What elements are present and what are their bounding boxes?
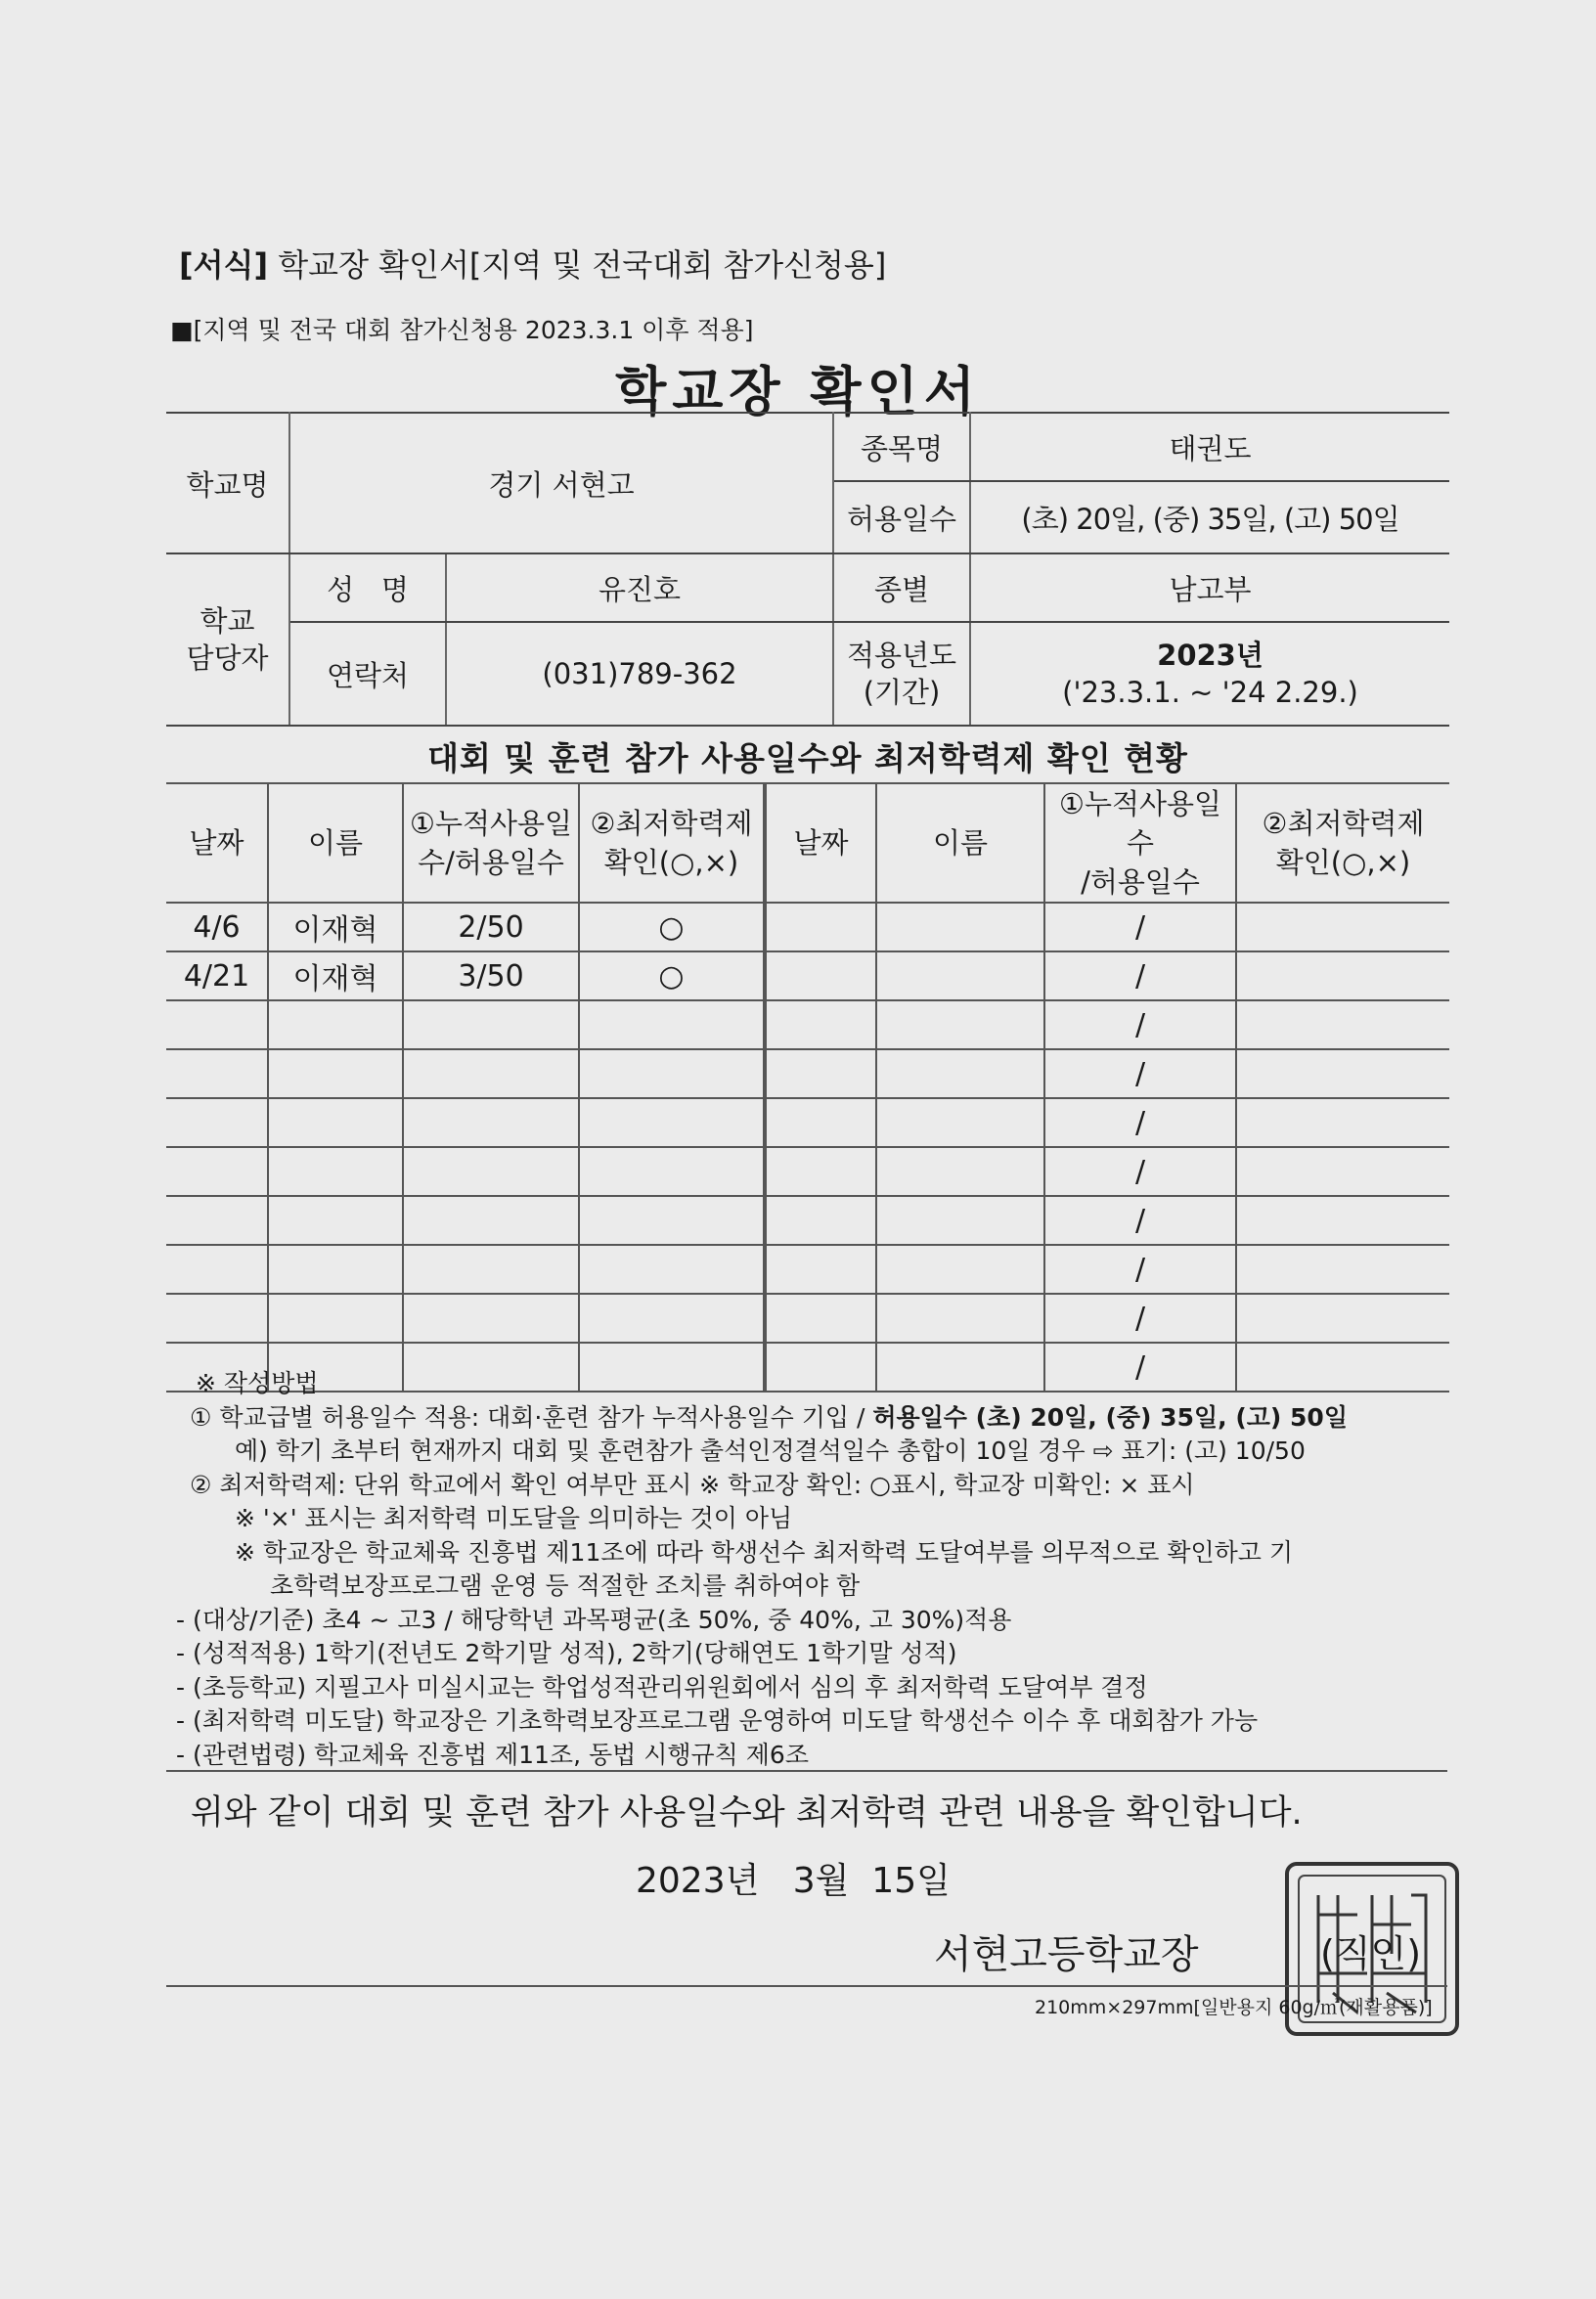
cell-name-2 (876, 1294, 1044, 1343)
participation-log-table (166, 782, 1449, 1393)
cell-cumulative (403, 1294, 579, 1343)
cell-check-2 (1236, 1245, 1449, 1294)
table-row (166, 1000, 1449, 1049)
cell-cumulative-2: / (1044, 1049, 1236, 1098)
cell-date-2 (765, 1098, 876, 1147)
cell-date-2 (765, 951, 876, 1000)
status-title: 대회 및 훈련 참가 사용일수와 최저학력제 확인 현황 (427, 739, 1188, 777)
seal-mark: (직인) (1320, 1932, 1422, 1975)
cell-cumulative-2: / (1044, 903, 1236, 951)
cell-cumulative: 2/50 (403, 903, 579, 951)
cell-cumulative-2: / (1044, 1147, 1236, 1196)
table-row (166, 1196, 1449, 1245)
cell-check: ○ (579, 951, 765, 1000)
cell-name-2 (876, 1000, 1044, 1049)
cell-cumulative-2: / (1044, 1196, 1236, 1245)
note-item-1-bold: 허용일수 (초) 20일, (중) 35일, (고) 50일 (872, 1402, 1348, 1432)
table-row (166, 951, 1449, 1000)
divider-top (166, 1770, 1447, 1772)
cell-cumulative (403, 1147, 579, 1196)
form-label-bracket: [서식] (179, 246, 269, 284)
paper-spec: 210mm×297mm[일반용지 60g/㎡(재활용품)] (1035, 1997, 1433, 2018)
form-label (179, 241, 886, 286)
cell-check-2 (1236, 903, 1449, 951)
divider-bottom (166, 1985, 1447, 1987)
cell-check (579, 1147, 765, 1196)
cell-cumulative-2: / (1044, 1000, 1236, 1049)
cell-cumulative: 3/50 (403, 951, 579, 1000)
cell-name (268, 1098, 403, 1147)
col-check: ②최저학력제 확인(○,×) (579, 783, 765, 903)
cell-cumulative (403, 1245, 579, 1294)
name-label: 성 명 (289, 553, 446, 622)
cell-cumulative-2: / (1044, 1098, 1236, 1147)
period-range: ('23.3.1. ~ '24 2.29.) (1062, 676, 1358, 709)
cell-check (579, 1098, 765, 1147)
cell-check-2 (1236, 1049, 1449, 1098)
log-header-row (166, 783, 1449, 903)
cell-date (166, 1196, 268, 1245)
cell-date-2 (765, 1245, 876, 1294)
division-value: 남고부 (970, 553, 1449, 622)
cell-name-2 (876, 1147, 1044, 1196)
school-info-table (166, 412, 1449, 727)
school-label: 학교명 (166, 413, 289, 553)
cell-check: ○ (579, 903, 765, 951)
table-row (166, 1147, 1449, 1196)
note-item-2-note-2a: ※ 학교장은 학교체육 진흥법 제11조에 따라 학생선수 최저학력 도달여부를 의무적으로 확인하고 기 (235, 1537, 1294, 1567)
period-value (970, 622, 1449, 726)
cell-date-2 (765, 1049, 876, 1098)
note-bullet-3: - (초등학교) 지필고사 미실시교는 학업성적관리위원회에서 심의 후 최저학력 도달여부 결정 (176, 1672, 1148, 1702)
cell-cumulative-2: / (1044, 1294, 1236, 1343)
cell-cumulative (403, 1049, 579, 1098)
note-bullet-1: - (대상/기준) 초4 ~ 고3 / 해당학년 과목평균(초 50%, 중 40%, 고 30%)적용 (176, 1605, 1012, 1634)
allowed-days-value: (초) 20일, (중) 35일, (고) 50일 (970, 481, 1449, 553)
table-row (166, 1294, 1449, 1343)
cell-name (268, 1049, 403, 1098)
issue-date: 2023년 3월 15일 (636, 1861, 951, 1901)
cell-name-2 (876, 1196, 1044, 1245)
note-item-2-note-2b: 초학력보장프로그램 운영 등 적절한 조치를 취하여야 함 (270, 1571, 861, 1600)
confirm-text: 위와 같이 대회 및 훈련 참가 사용일수와 최저학력 관련 내용을 확인합니다. (191, 1793, 1303, 1833)
col-name-2: 이름 (876, 783, 1044, 903)
cell-cumulative-2: / (1044, 1343, 1236, 1392)
cell-cumulative (403, 1000, 579, 1049)
cell-date (166, 1294, 268, 1343)
page-title: 학교장 확인서 (615, 361, 981, 422)
cell-check-2 (1236, 1098, 1449, 1147)
cell-check-2 (1236, 1000, 1449, 1049)
note-item-1 (190, 1401, 1447, 1436)
cell-check (579, 1245, 765, 1294)
principal-name: 서현고등학교장 (934, 1932, 1199, 1977)
cell-name-2 (876, 903, 1044, 951)
form-label-text: 학교장 확인서[지역 및 전국대회 참가신청용] (278, 246, 887, 284)
cell-date: 4/6 (166, 903, 268, 951)
note-bullet-2: - (성적적용) 1학기(전년도 2학기말 성적), 2학기(당해연도 1학기말 성적) (176, 1639, 957, 1667)
cell-name: 이재혁 (268, 951, 403, 1000)
note-item-2-note-1: ※ '×' 표시는 최저학력 미도달을 의미하는 것이 아님 (235, 1504, 793, 1532)
period-year: 2023년 (1157, 639, 1264, 672)
contact-label: 연락처 (289, 622, 446, 726)
cell-cumulative-2: / (1044, 1245, 1236, 1294)
allowed-days-label: 허용일수 (833, 481, 970, 553)
cell-name-2 (876, 1245, 1044, 1294)
event-value: 태권도 (970, 413, 1449, 481)
table-row (166, 1049, 1449, 1098)
cell-date-2 (765, 1000, 876, 1049)
cell-check (579, 1000, 765, 1049)
cell-check (579, 1196, 765, 1245)
cell-name: 이재혁 (268, 903, 403, 951)
cell-date (166, 1000, 268, 1049)
contact-value: (031)789-362 (446, 622, 833, 726)
division-label: 종별 (833, 553, 970, 622)
manager-label: 학교 담당자 (166, 553, 289, 726)
notes-heading: ※ 작성방법 (196, 1369, 319, 1397)
col-cumulative-2: ①누적사용일수 /허용일수 (1044, 783, 1236, 903)
cell-check-2 (1236, 951, 1449, 1000)
col-name: 이름 (268, 783, 403, 903)
cell-name-2 (876, 951, 1044, 1000)
table-row (166, 1098, 1449, 1147)
cell-check-2 (1236, 1147, 1449, 1196)
cell-name-2 (876, 1049, 1044, 1098)
cell-cumulative (403, 1196, 579, 1245)
cell-check (579, 1294, 765, 1343)
note-bullet-4: - (최저학력 미도달) 학교장은 기초학력보장프로그램 운영하여 미도달 학생선수 이수 후 대회참가 가능 (176, 1706, 1259, 1735)
cell-date-2 (765, 1294, 876, 1343)
cell-date (166, 1098, 268, 1147)
cell-date-2 (765, 903, 876, 951)
cell-cumulative (403, 1098, 579, 1147)
cell-name (268, 1000, 403, 1049)
cell-name (268, 1294, 403, 1343)
cell-date (166, 1049, 268, 1098)
table-row (166, 1245, 1449, 1294)
note-bullet-5: - (관련법령) 학교체육 진흥법 제11조, 동법 시행규칙 제6조 (176, 1740, 809, 1769)
col-cumulative: ①누적사용일 수/허용일수 (403, 783, 579, 903)
col-date: 날짜 (166, 783, 268, 903)
table-row (166, 903, 1449, 951)
note-item-2: ② 최저학력제: 단위 학교에서 확인 여부만 표시 ※ 학교장 확인: ○표시, 학교장 미확인: × 표시 (190, 1470, 1195, 1499)
cell-date-2 (765, 1196, 876, 1245)
event-label: 종목명 (833, 413, 970, 481)
writing-instructions (176, 1367, 1447, 1772)
period-label: 적용년도 (기간) (833, 622, 970, 726)
cell-name (268, 1245, 403, 1294)
col-check-2: ②최저학력제 확인(○,×) (1236, 783, 1449, 903)
cell-name-2 (876, 1098, 1044, 1147)
scope-line: ■[지역 및 전국 대회 참가신청용 2023.3.1 이후 적용] (170, 316, 754, 344)
col-date-2: 날짜 (765, 783, 876, 903)
cell-name (268, 1147, 403, 1196)
cell-date-2 (765, 1147, 876, 1196)
cell-check-2 (1236, 1294, 1449, 1343)
cell-date (166, 1245, 268, 1294)
cell-date (166, 1147, 268, 1196)
cell-cumulative-2: / (1044, 951, 1236, 1000)
cell-name (268, 1196, 403, 1245)
note-item-1-text: ① 학교급별 허용일수 적용: 대회·훈련 참가 누적사용일수 기입 / (190, 1402, 873, 1432)
name-value: 유진호 (446, 553, 833, 622)
cell-check (579, 1049, 765, 1098)
school-value: 경기 서현고 (289, 413, 833, 553)
note-item-1-example: 예) 학기 초부터 현재까지 대회 및 훈련참가 출석인정결석일수 총합이 10일 경우 ⇨ 표기: (고) 10/50 (235, 1437, 1306, 1465)
cell-check-2 (1236, 1196, 1449, 1245)
cell-date: 4/21 (166, 951, 268, 1000)
